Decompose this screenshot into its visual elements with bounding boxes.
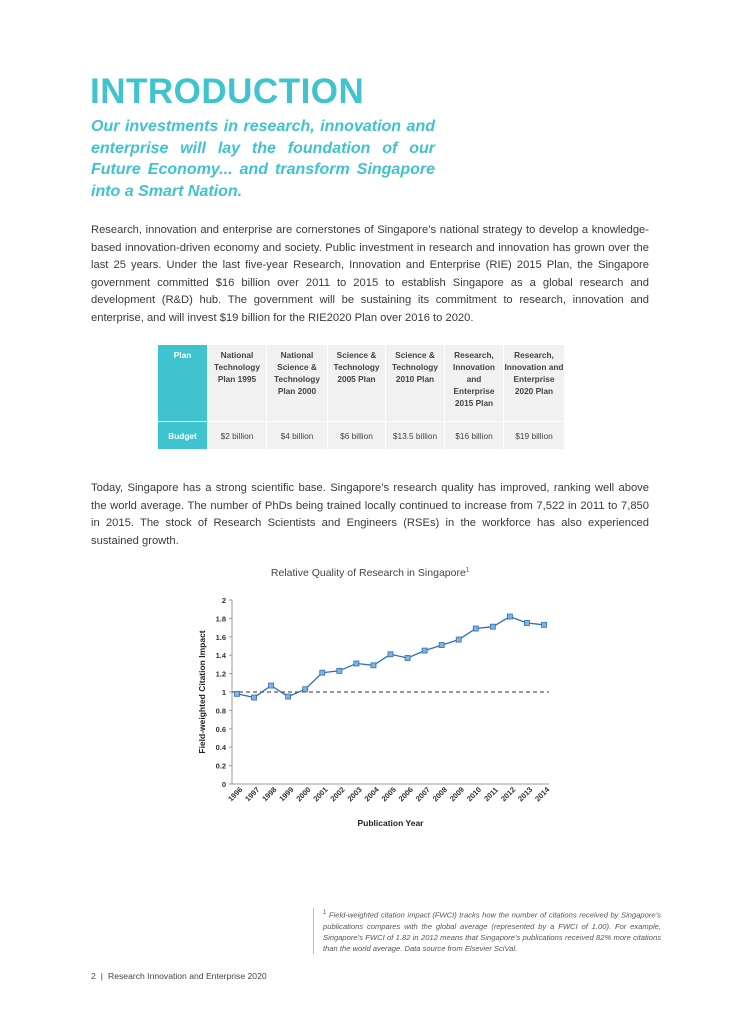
y-tick-label: 1.8: [215, 614, 226, 624]
y-tick-label: 0.2: [215, 761, 226, 771]
x-tick-label: 2001: [311, 785, 330, 804]
footnote: [313, 908, 661, 954]
budget-row-header: Budget: [158, 422, 208, 450]
x-tick-label: 2003: [345, 785, 364, 804]
data-point: [303, 687, 308, 692]
footnote-text: Field-weighted citation impact (FWCI) tracks how the number of citations received by Singapore’s publications compares with the global average (represented by a FWCI of 1.00). For example, Singapore’s FWCI of 1.82 in 2012 means that Singapore’s publications received 82% more citations than the world average. Data source from Elsevier SciVal.: [323, 910, 661, 953]
page-number: 2: [91, 971, 96, 981]
budget-row: [158, 422, 565, 450]
x-axis-title: Publication Year: [357, 818, 424, 828]
intro-paragraph-1: Research, innovation and enterprise are cornerstones of Singapore’s national strategy to develop a knowledge-based innovation-driven economy and society. Public investment in research and innovation has grown over the last 25 years. Under the last five-year Research, Innovation and Enterprise (RIE) 2015 Plan, the Singapore government committed $16 billion over 2011 to 2015 to establish Singapore as a global research and development (R&D) hub. The government will be sustaining its commitment to research, innovation and enterprise, and will invest $19 billion for the RIE2020 Plan over 2016 to 2020.: [91, 224, 649, 324]
data-point: [252, 695, 257, 700]
x-tick-label: 2002: [328, 785, 347, 804]
x-tick-label: 2008: [430, 785, 449, 804]
footer-document-title: Research Innovation and Enterprise 2020: [108, 971, 267, 981]
y-tick-label: 1.4: [215, 651, 226, 661]
page-footer: [91, 971, 267, 981]
plan-cell: National Science & Technology Plan 2000: [267, 345, 328, 422]
chart-title-footnote-marker: 1: [465, 567, 470, 574]
x-tick-label: 1999: [277, 785, 296, 804]
data-point: [269, 683, 274, 688]
data-point: [286, 694, 291, 699]
plan-row: [158, 345, 565, 422]
x-tick-label: 2013: [516, 785, 535, 804]
x-tick-label: 2012: [499, 785, 518, 804]
data-point: [490, 624, 495, 629]
data-point: [337, 668, 342, 673]
plan-cell: Research, Innovation and Enterprise 2020 Plan: [504, 345, 565, 422]
plan-cell: National Technology Plan 1995: [208, 345, 267, 422]
budget-cell: $16 billion: [445, 422, 504, 450]
budget-cell: $2 billion: [208, 422, 267, 450]
data-point: [456, 637, 461, 642]
budget-table: [157, 344, 565, 450]
intro-paragraph-2: Today, Singapore has a strong scientific base. Singapore’s research quality has improved, ranking well above the world average. The number of PhDs being trained locally continued to increase from 7,522 in 2011 to 7,850 in 2015. The stock of Research Scientists and Engineers (RSEs) in the workforce has also experienced sustained growth.: [91, 482, 649, 547]
x-tick-label: 2007: [413, 785, 432, 804]
budget-cell: $19 billion: [504, 422, 565, 450]
data-point: [320, 670, 325, 675]
x-tick-label: 2000: [294, 785, 313, 804]
x-tick-label: 1997: [243, 785, 262, 804]
x-tick-label: 2009: [447, 785, 467, 804]
data-point: [388, 652, 393, 657]
footnote-marker: 1: [323, 910, 327, 916]
fwci-line-chart: [180, 588, 560, 833]
plan-row-header: Plan: [158, 345, 208, 422]
data-point: [473, 626, 478, 631]
x-tick-label: 1996: [226, 785, 245, 804]
y-tick-label: 0.4: [215, 743, 226, 753]
intro-subtitle: Our investments in research, innovation and enterprise will lay the foundation of our Future Economy... and transform Singapore into a Smart Nation.: [91, 118, 435, 200]
chart-title: [200, 567, 540, 579]
y-tick-label: 0.8: [215, 706, 226, 716]
y-axis-title: Field-weighted Citation Impact: [197, 630, 207, 754]
y-tick-label: 0.6: [215, 724, 226, 734]
x-tick-label: 2004: [362, 785, 381, 804]
y-tick-label: 1.2: [215, 669, 226, 679]
y-tick-label: 0: [221, 780, 226, 789]
data-point: [354, 661, 359, 666]
budget-cell: $6 billion: [328, 422, 386, 450]
data-point: [405, 655, 410, 660]
budget-cell: $13.5 billion: [386, 422, 445, 450]
data-point: [542, 622, 547, 627]
y-tick-label: 1.6: [215, 632, 226, 642]
data-point: [507, 614, 512, 619]
x-tick-label: 2006: [396, 785, 415, 804]
x-tick-label: 2011: [482, 785, 501, 804]
chart-title-text: Relative Quality of Research in Singapore: [270, 567, 466, 579]
data-point: [422, 648, 427, 653]
budget-cell: $4 billion: [267, 422, 328, 450]
x-tick-label: 2010: [464, 785, 484, 804]
data-point: [439, 643, 444, 648]
x-tick-label: 2005: [379, 785, 398, 804]
y-tick-label: 2: [221, 596, 226, 605]
data-point: [371, 663, 376, 668]
y-tick-label: 1: [221, 688, 226, 697]
plan-cell: Science & Technology 2010 Plan: [386, 345, 445, 422]
plan-cell: Research, Innovation and Enterprise 2015 Plan: [445, 345, 504, 422]
footer-separator: |: [100, 971, 104, 981]
x-tick-label: 2014: [533, 785, 552, 804]
page-title: INTRODUCTION: [90, 72, 365, 111]
x-tick-label: 1998: [260, 785, 279, 804]
data-point: [235, 691, 240, 696]
plan-cell: Science & Technology 2005 Plan: [328, 345, 386, 422]
data-point: [524, 621, 529, 626]
